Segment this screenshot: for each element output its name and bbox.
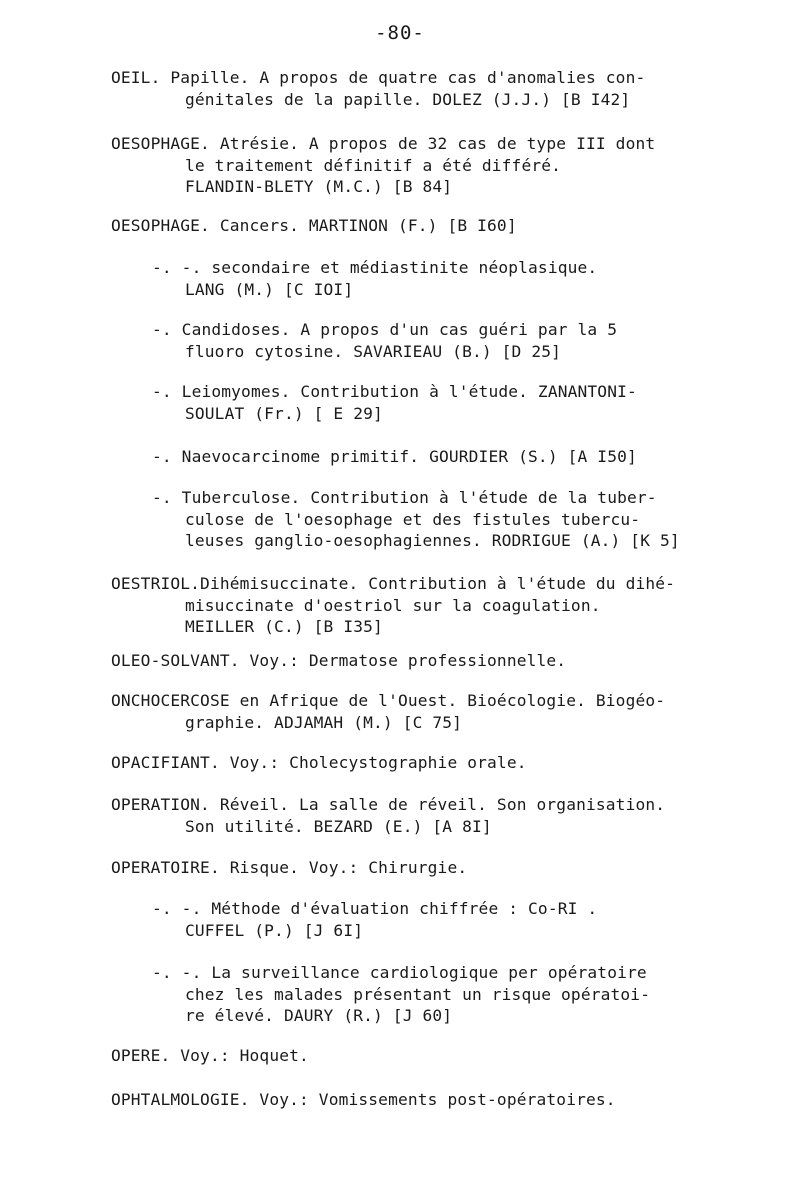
entry-continuation-line: misuccinate d'oestriol sur la coagulation. (185, 595, 601, 615)
page-number: -80- (375, 22, 425, 44)
entry-continuation-line: le traitement définitif a été différé. (185, 155, 562, 175)
entry-heading-line: OPERATION. Réveil. La salle de réveil. Son organisation. (111, 795, 666, 814)
entry-continuation-line: fluoro cytosine. SAVARIEAU (B.) [D 25] (185, 341, 562, 361)
entry-heading-line: OEIL. Papille. A propos de quatre cas d'anomalies con- (111, 68, 646, 87)
entry-continuation-line: leuses ganglio-oesophagiennes. RODRIGUE (A.) [K 5] (185, 531, 680, 550)
entry-heading-line: OLEO-SOLVANT. Voy.: Dermatose professionnelle. (111, 651, 567, 670)
entry-heading-line: -. Tuberculose. Contribution à l'étude de la tuber- (152, 488, 657, 507)
entry-continuation-line: Son utilité. BEZARD (E.) [A 8I] (185, 816, 492, 836)
entry-continuation-line: FLANDIN-BLETY (M.C.) [B 84] (185, 177, 453, 196)
entry-continuation-line: génitales de la papille. DOLEZ (J.J.) [B I42] (185, 89, 631, 109)
entry-heading-line: OESOPHAGE. Atrésie. A propos de 32 cas de type III dont (111, 134, 656, 153)
entry-continuation-line: graphie. ADJAMAH (M.) [C 75] (185, 712, 463, 732)
entry-continuation-line: culose de l'oesophage et des fistules tubercu- (185, 509, 641, 529)
entry-continuation-line: CUFFEL (P.) [J 6I] (185, 920, 364, 940)
entry-continuation-line: MEILLER (C.) [B I35] (185, 617, 383, 636)
entry-heading-line: OPHTALMOLOGIE. Voy.: Vomissements post-opératoires. (111, 1090, 616, 1109)
entry-heading-line: -. Naevocarcinome primitif. GOURDIER (S.) [A I50] (152, 447, 637, 466)
entry-heading-line: OESTRIOL.Dihémisuccinate. Contribution à l'étude du dihé- (111, 574, 676, 593)
entry-heading-line: ONCHOCERCOSE en Afrique de l'Ouest. Bioécologie. Biogéo- (111, 691, 666, 710)
entry-heading-line: OESOPHAGE. Cancers. MARTINON (F.) [B I60] (111, 216, 517, 235)
entry-heading-line: OPACIFIANT. Voy.: Cholecystographie orale. (111, 753, 527, 772)
entry-heading-line: -. Candidoses. A propos d'un cas guéri par la 5 (152, 320, 618, 339)
entry-continuation-line: chez les malades présentant un risque opératoi- (185, 984, 651, 1004)
entry-continuation-line: LANG (M.) [C IOI] (185, 279, 354, 299)
entry-heading-line: -. -. Méthode d'évaluation chiffrée : Co-RI . (152, 899, 598, 918)
entry-heading-line: OPERATOIRE. Risque. Voy.: Chirurgie. (111, 858, 468, 877)
entry-continuation-line: re élevé. DAURY (R.) [J 60] (185, 1006, 453, 1025)
entry-heading-line: OPERE. Voy.: Hoquet. (111, 1046, 309, 1065)
entry-continuation-line: SOULAT (Fr.) [ E 29] (185, 403, 383, 423)
entry-heading-line: -. -. secondaire et médiastinite néoplasique. (152, 258, 598, 277)
entry-heading-line: -. Leiomyomes. Contribution à l'étude. ZANANTONI- (152, 382, 637, 401)
entry-heading-line: -. -. La surveillance cardiologique per opératoire (152, 963, 647, 982)
